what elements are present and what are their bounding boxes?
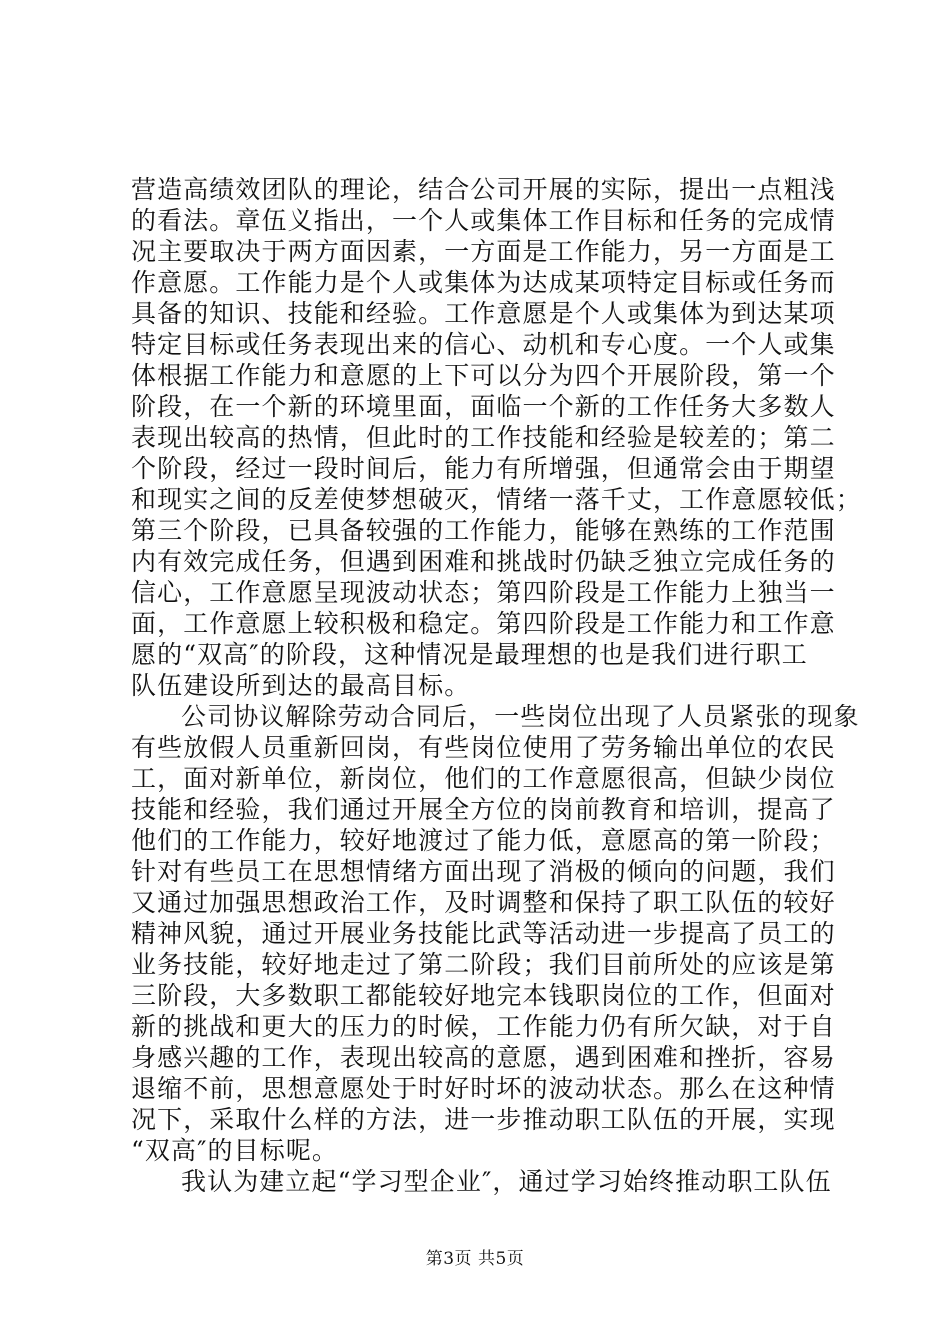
text-line: 有些放假人员重新回岗，有些岗位使用了劳务输出单位的农民 <box>131 733 836 762</box>
text-line: 特定目标或任务表现出来的信心、动机和专心度。一个人或集 <box>131 330 836 359</box>
text-line: 身感兴趣的工作，表现出较高的意愿，遇到困难和挫折，容易 <box>131 1043 836 1072</box>
text-line: 内有效完成任务，但遇到困难和挑战时仍缺乏独立完成任务的 <box>131 547 836 576</box>
text-line: 信心，工作意愿呈现波动状态；第四阶段是工作能力上独当一 <box>131 578 836 607</box>
text-line: 和现实之间的反差使梦想破灭，情绪一落千丈，工作意愿较低； <box>131 485 862 514</box>
text-line: 又通过加强思想政治工作，及时调整和保持了职工队伍的较好 <box>131 888 836 917</box>
text-line: 针对有些员工在思想情绪方面出现了消极的倾向的问题，我们 <box>131 857 836 886</box>
text-line: 个阶段，经过一段时间后，能力有所增强，但通常会由于期望 <box>131 454 836 483</box>
text-line: 的看法。章伍义指出，一个人或集体工作目标和任务的完成情 <box>131 206 836 235</box>
text-line: 公司协议解除劳动合同后，一些岗位出现了人员紧张的现象 <box>181 702 860 731</box>
text-line: “双高″的目标呢。 <box>131 1136 339 1165</box>
text-line: 我认为建立起“学习型企业″，通过学习始终推动职工队伍 <box>181 1167 832 1196</box>
text-line: 表现出较高的热情，但此时的工作技能和经验是较差的；第二 <box>131 423 836 452</box>
page-footer: 第3页 共5页 <box>425 1249 525 1269</box>
text-line: 精神风貌，通过开展业务技能比武等活动进一步提高了员工的 <box>131 919 836 948</box>
text-line: 作意愿。工作能力是个人或集体为达成某项特定目标或任务而 <box>131 268 836 297</box>
text-line: 技能和经验，我们通过开展全方位的岗前教育和培训，提高了 <box>131 795 836 824</box>
text-line: 阶段，在一个新的环境里面，面临一个新的工作任务大多数人 <box>131 392 836 421</box>
text-line: 面，工作意愿上较积极和稳定。第四阶段是工作能力和工作意 <box>131 609 836 638</box>
text-line: 况下，采取什么样的方法，进一步推动职工队伍的开展，实现 <box>131 1105 836 1134</box>
text-line: 队伍建设所到达的最高目标。 <box>131 671 471 700</box>
text-line: 营造高绩效团队的理论，结合公司开展的实际，提出一点粗浅 <box>131 175 836 204</box>
text-line: 三阶段，大多数职工都能较好地完本钱职岗位的工作，但面对 <box>131 981 836 1010</box>
body-text <box>131 174 862 1197</box>
text-line: 第三个阶段，已具备较强的工作能力，能够在熟练的工作范围 <box>131 516 836 545</box>
text-line: 具备的知识、技能和经验。工作意愿是个人或集体为到达某项 <box>131 299 836 328</box>
text-line: 体根据工作能力和意愿的上下可以分为四个开展阶段，第一个 <box>131 361 836 390</box>
text-line: 退缩不前，思想意愿处于时好时坏的波动状态。那么在这种情 <box>131 1074 836 1103</box>
text-line: 业务技能，较好地走过了第二阶段；我们目前所处的应该是第 <box>131 950 836 979</box>
text-line: 他们的工作能力，较好地渡过了能力低，意愿高的第一阶段； <box>131 826 836 855</box>
text-line: 新的挑战和更大的压力的时候，工作能力仍有所欠缺，对于自 <box>131 1012 836 1041</box>
text-line: 愿的“双高″的阶段，这种情况是最理想的也是我们进行职工 <box>131 640 808 669</box>
text-line: 况主要取决于两方面因素，一方面是工作能力，另一方面是工 <box>131 237 836 266</box>
text-line: 工，面对新单位，新岗位，他们的工作意愿很高，但缺少岗位 <box>131 764 836 793</box>
